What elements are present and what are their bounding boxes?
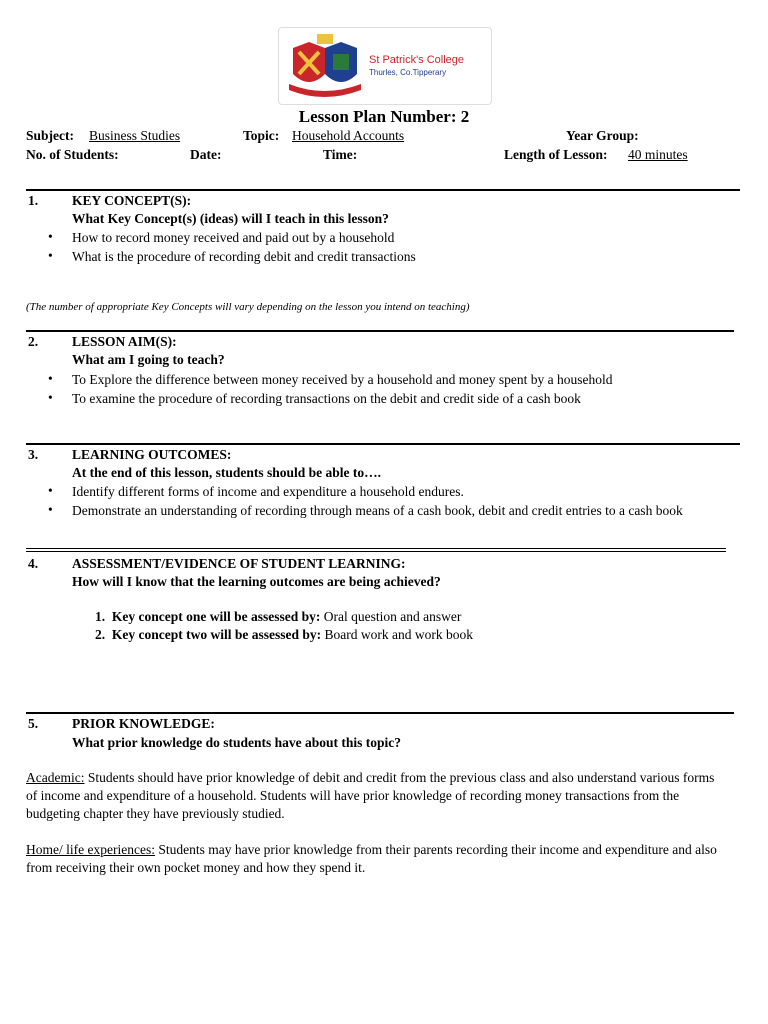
divider xyxy=(26,189,740,191)
college-logo xyxy=(278,27,492,105)
section-number: 1. xyxy=(28,193,39,208)
section-heading: LESSON AIM(S): xyxy=(72,334,177,349)
section-number: 2. xyxy=(28,334,39,349)
assessment-item: 1. Key concept one will be assessed by: Oral question and answer xyxy=(95,609,462,624)
topic-value: Household Accounts xyxy=(292,128,405,143)
subject-value: Business Studies xyxy=(89,128,181,143)
topic-label: Topic: xyxy=(243,128,280,143)
divider xyxy=(26,712,734,714)
section-question: What prior knowledge do students have about this topic? xyxy=(72,735,402,750)
crest-icon xyxy=(279,28,491,104)
section-number: 5. xyxy=(28,716,39,731)
length-label: Length of Lesson: xyxy=(504,147,608,162)
divider xyxy=(26,330,734,332)
section-number: 3. xyxy=(28,447,39,462)
page-title: Lesson Plan Number: 2 xyxy=(298,107,470,126)
divider xyxy=(26,443,740,445)
time-label: Time: xyxy=(323,147,358,162)
academic-label: Academic: xyxy=(26,770,85,785)
section-question: What am I going to teach? xyxy=(72,352,225,367)
students-label: No. of Students: xyxy=(26,147,119,162)
section-heading: LEARNING OUTCOMES: xyxy=(72,447,232,462)
section-note: (The number of appropriate Key Concepts will vary depending on the lesson you intend on teaching) xyxy=(26,301,470,313)
year-group-label: Year Group: xyxy=(566,128,639,143)
section-question: At the end of this lesson, students should be able to…. xyxy=(72,465,382,480)
section-heading: KEY CONCEPT(S): xyxy=(72,193,192,208)
divider xyxy=(26,551,726,552)
divider xyxy=(26,548,726,549)
assessment-item: 2. Key concept two will be assessed by: Board work and work book xyxy=(95,627,473,642)
length-value: 40 minutes xyxy=(628,147,688,162)
subject-label: Subject: xyxy=(26,128,74,143)
date-label: Date: xyxy=(190,147,222,162)
academic-paragraph: Academic: Students should have prior knowledge of debit and credit from the previous class and also understand various forms of income and expenditure of a household. Students will have prior knowledge of recording money transactions from the budgeting chapter they have previously studied. xyxy=(26,770,715,821)
logo-college-name: St Patrick's College xyxy=(369,54,465,66)
section-heading: ASSESSMENT/EVIDENCE OF STUDENT LEARNING: xyxy=(72,556,406,571)
section-question: What Key Concept(s) (ideas) will I teach in this lesson? xyxy=(72,211,389,226)
logo-location: Thurles, Co.Tipperary xyxy=(369,68,447,77)
section-heading: PRIOR KNOWLEDGE: xyxy=(72,716,215,731)
home-label: Home/ life experiences: xyxy=(26,842,155,857)
section-number: 4. xyxy=(28,556,39,571)
section-question: How will I know that the learning outcomes are being achieved? xyxy=(72,574,441,589)
home-paragraph: Home/ life experiences: Students may have prior knowledge from their parents recording their income and expenditure and also from receiving their own pocket money and how they spend it. xyxy=(26,842,717,875)
